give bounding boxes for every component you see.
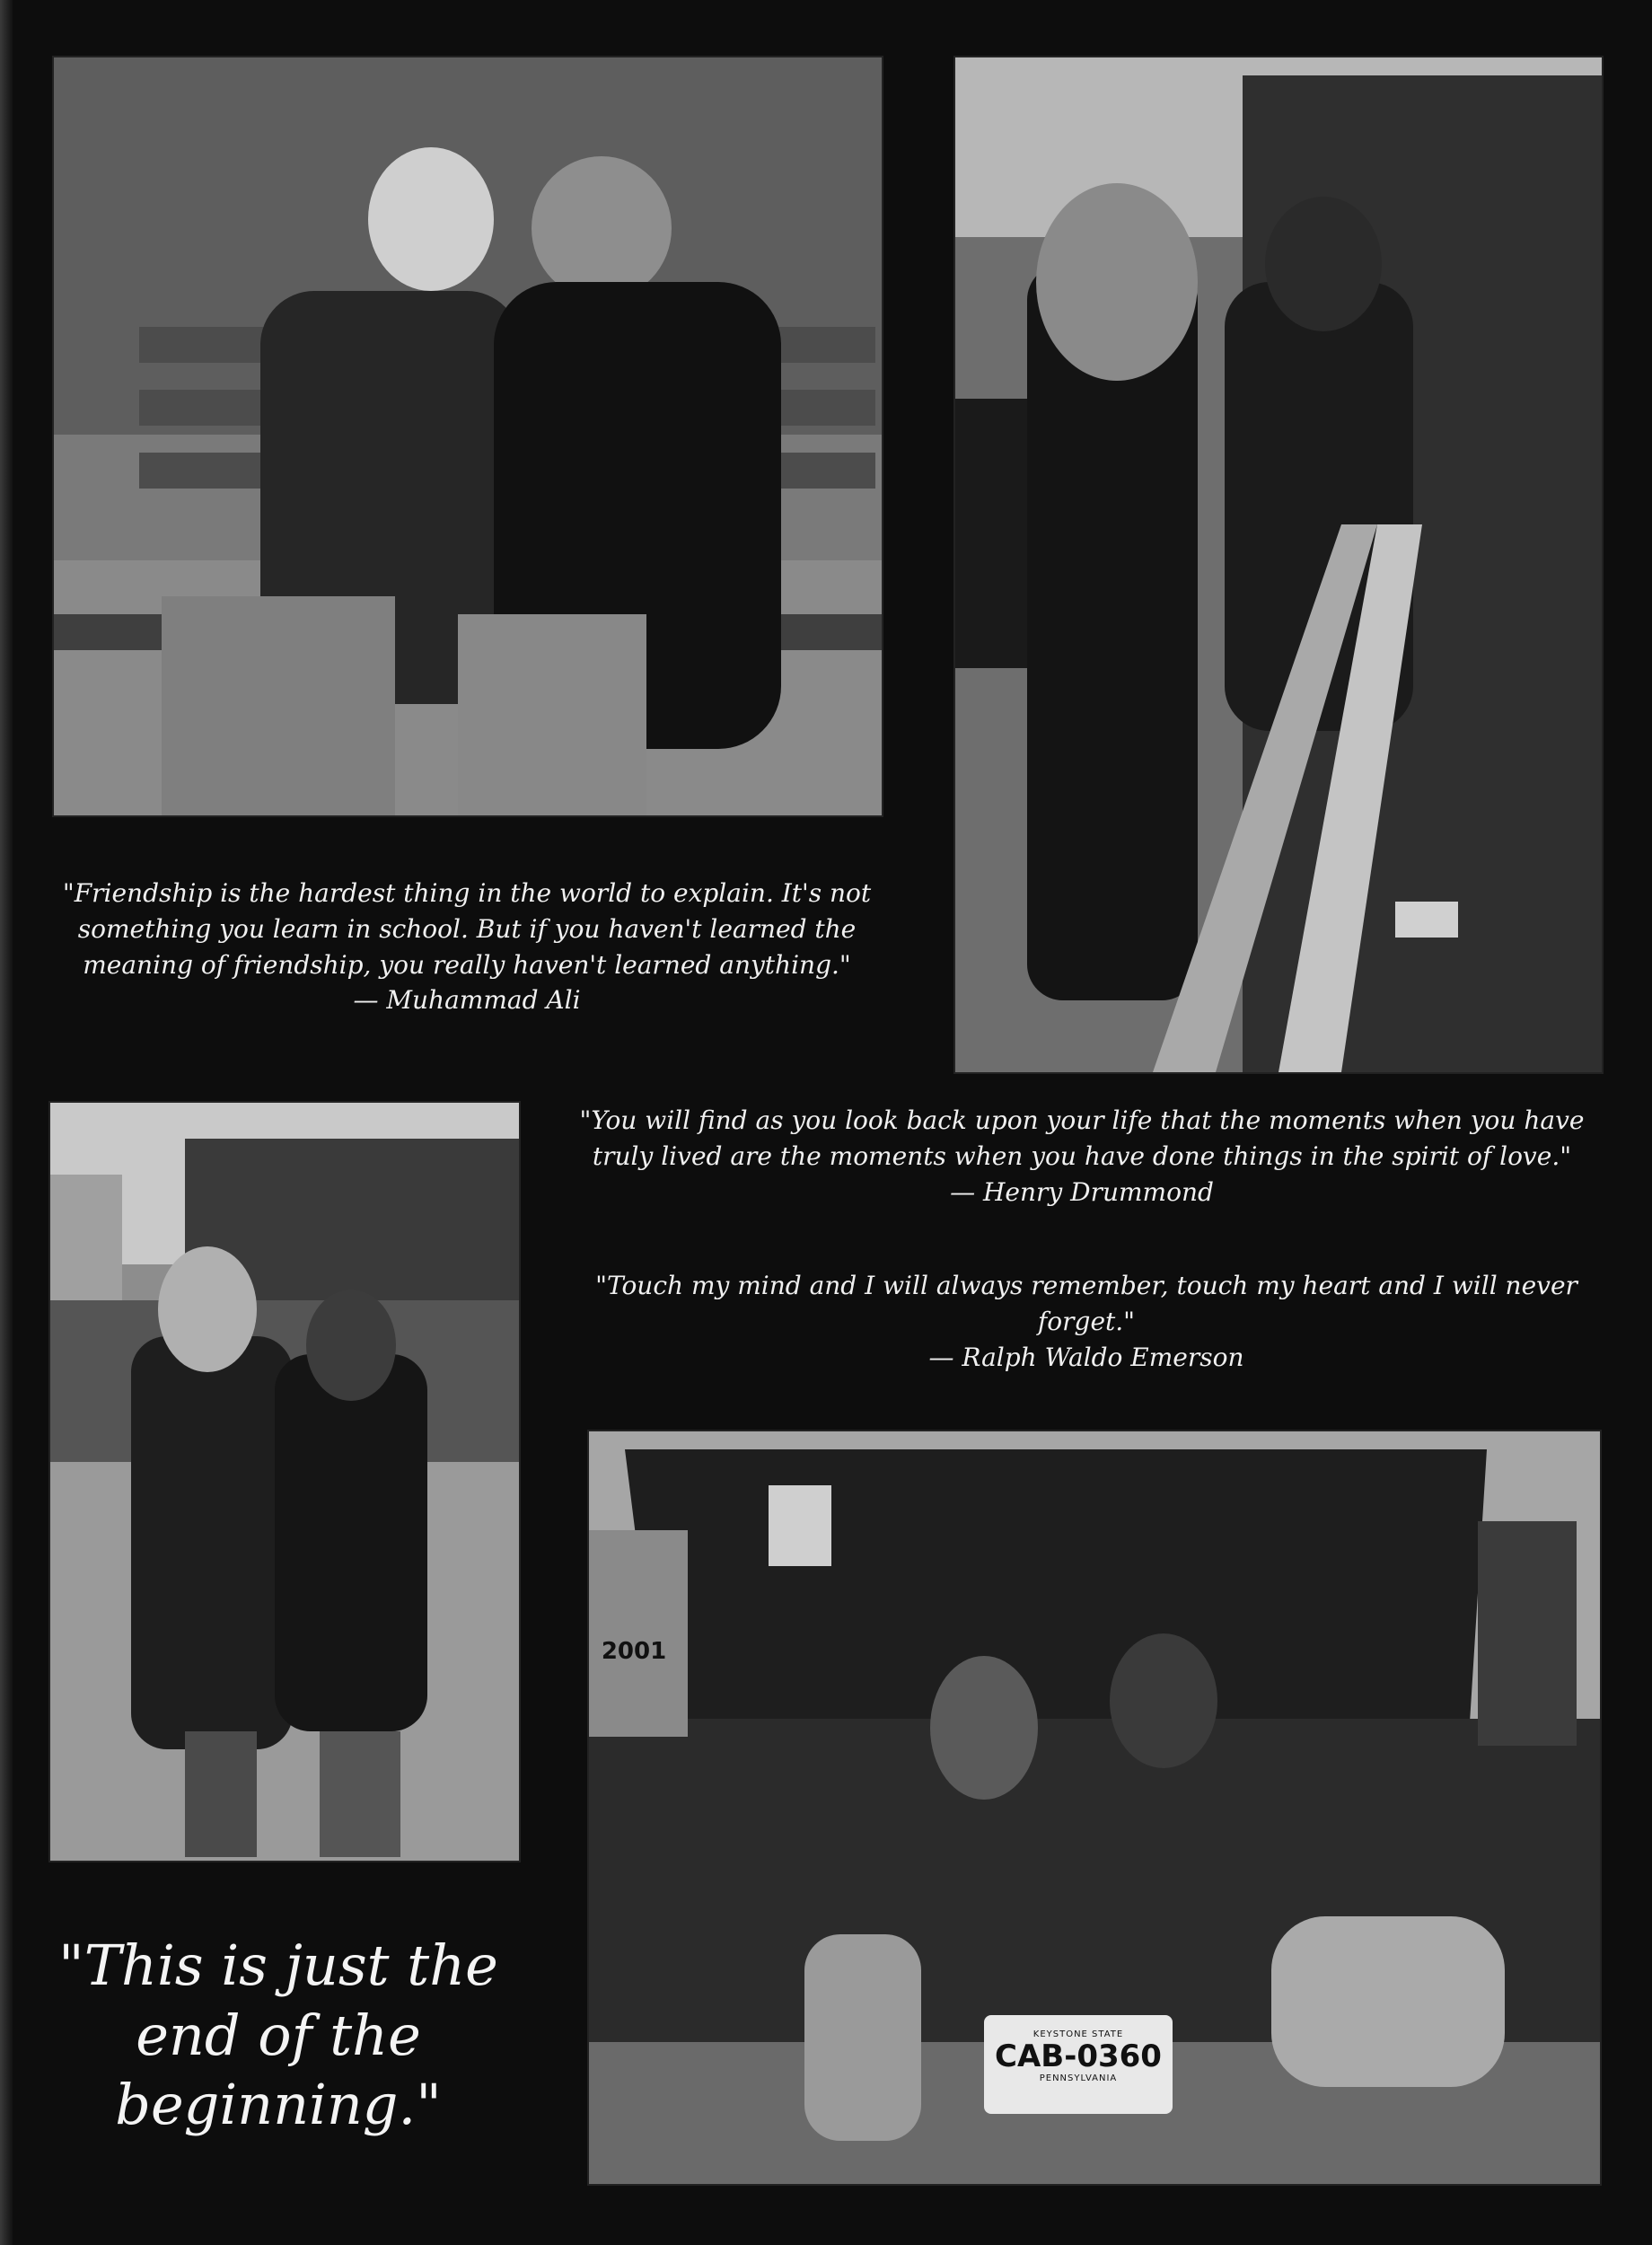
quote-attribution: — Ralph Waldo Emerson: [928, 1342, 1244, 1372]
quote-attribution: — Henry Drummond: [950, 1176, 1214, 1207]
quote-text: "Friendship is the hardest thing in the world to explain. It's not something you learn in school. But if you haven't learned the meaning of friendship, you really haven't learned anything.": [62, 878, 872, 980]
closing-quote: "This is just the end of the beginning.": [58, 1932, 498, 2137]
station-sign: 2001: [601, 1638, 667, 1665]
photo-bench: [52, 56, 883, 817]
plate-number: CAB-0360: [995, 2038, 1162, 2074]
quote-text: "Touch my mind and I will always remember, touch my heart and I will never forget.": [595, 1271, 1577, 1336]
bench-photo-image: [54, 57, 882, 815]
page-binding-edge: [0, 0, 13, 2245]
quote-text: "You will find as you look back upon your life that the moments when you have truly lived are the moments when you have done things in the spirit of love.": [579, 1105, 1585, 1171]
photo-trunk: [587, 1430, 1602, 2186]
photo-railing: [953, 56, 1604, 1074]
platform-photo-image: [50, 1103, 519, 1861]
quote-ralph-waldo-emerson: [575, 1268, 1598, 1375]
photo-platform: [48, 1101, 521, 1862]
license-plate: [991, 2029, 1165, 2098]
plate-state: KEYSTONE STATE: [1032, 2029, 1124, 2039]
plate-region: PENNSYLVANIA: [1039, 2073, 1118, 2083]
railing-photo-image: [955, 57, 1602, 1072]
quote-attribution: — Muhammad Ali: [353, 985, 581, 1016]
quote-henry-drummond: [566, 1103, 1598, 1210]
quote-muhammad-ali: [54, 876, 880, 1018]
